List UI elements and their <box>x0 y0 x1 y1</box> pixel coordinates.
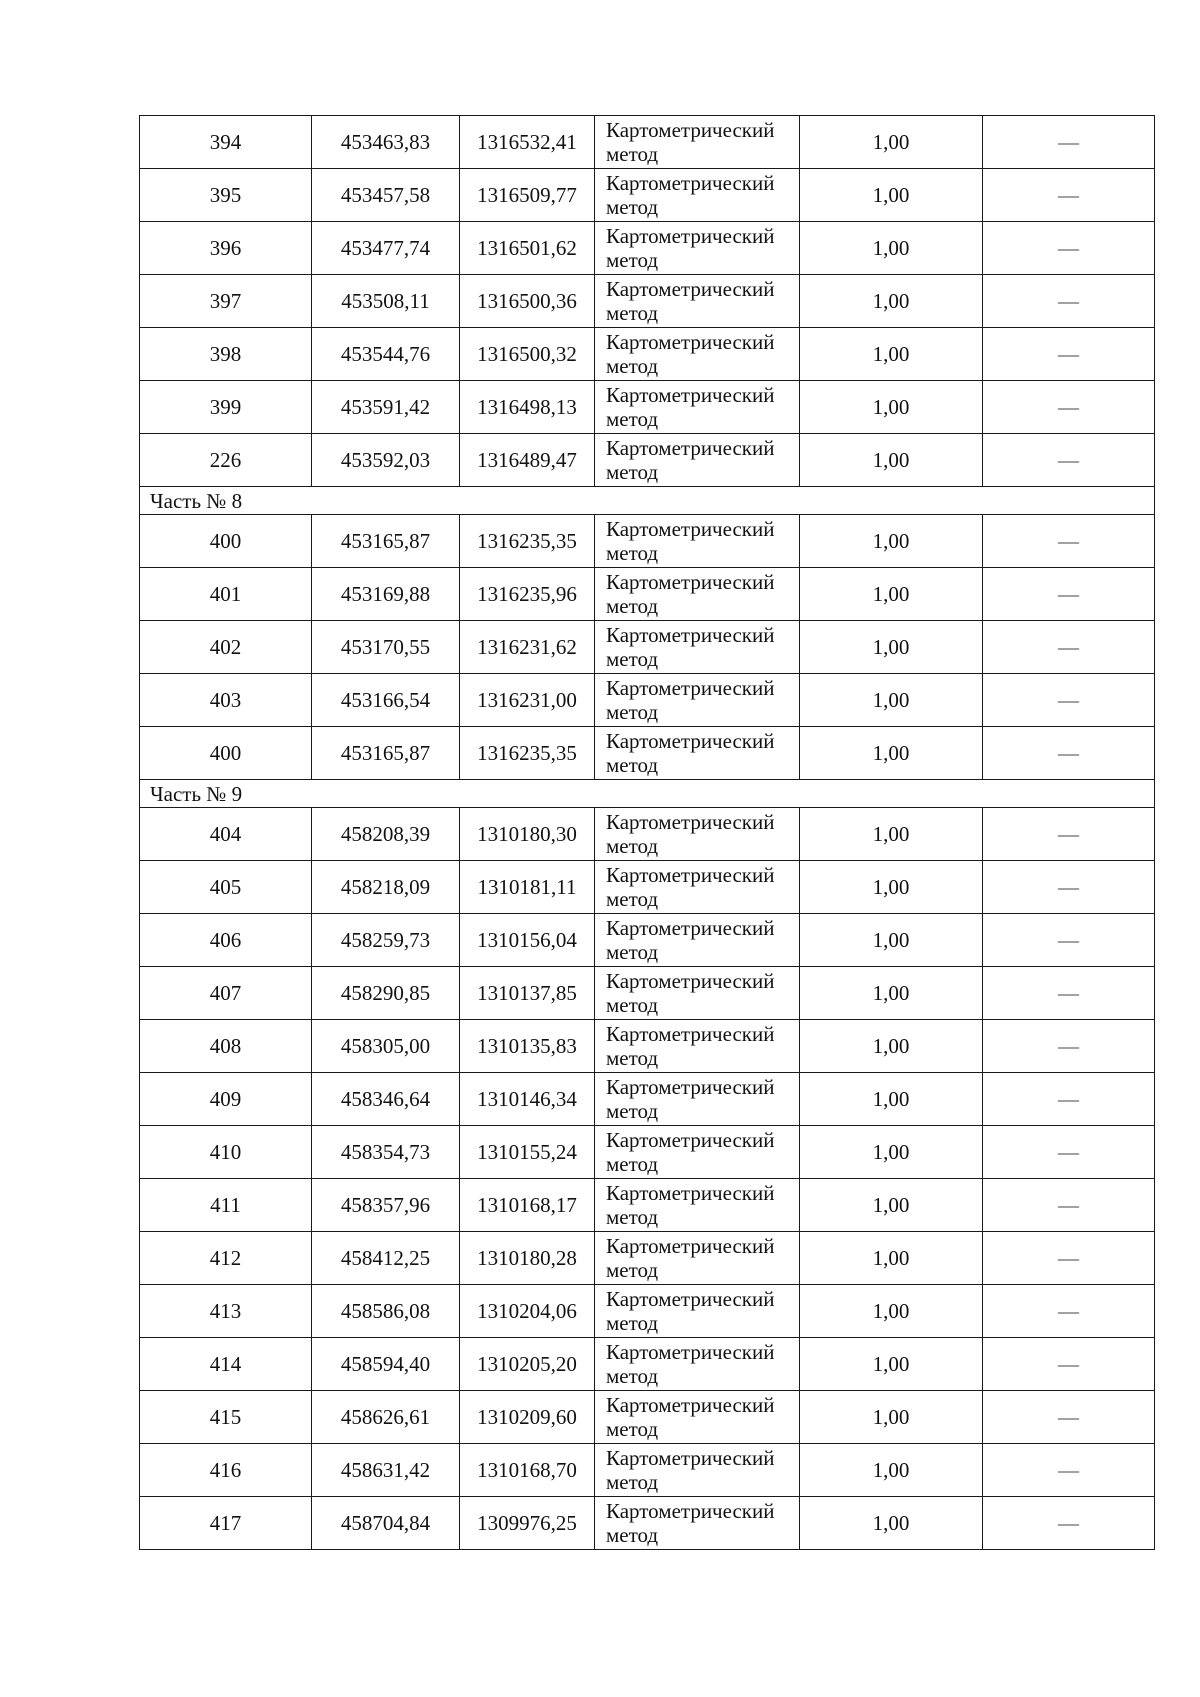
method-line-1: Картометрический <box>606 1181 775 1205</box>
note-cell: — <box>983 1073 1155 1126</box>
note-cell: — <box>983 914 1155 967</box>
note-cell: — <box>983 515 1155 568</box>
method-line-2: метод <box>606 1311 659 1335</box>
y-coordinate-cell: 1316532,41 <box>460 116 595 169</box>
method-cell <box>595 169 800 222</box>
method-line-1: Картометрический <box>606 916 775 940</box>
table-row <box>140 1285 1155 1338</box>
x-coordinate-cell: 458354,73 <box>312 1126 460 1179</box>
method-cell <box>595 1285 800 1338</box>
method-line-1: Картометрический <box>606 383 775 407</box>
method-line-2: метод <box>606 1470 659 1494</box>
method-line-2: метод <box>606 1046 659 1070</box>
note-cell: — <box>983 381 1155 434</box>
table-row <box>140 116 1155 169</box>
note-cell: — <box>983 1020 1155 1073</box>
note-cell: — <box>983 1126 1155 1179</box>
x-coordinate-cell: 453463,83 <box>312 116 460 169</box>
method-line-2: метод <box>606 354 659 378</box>
method-line-1: Картометрический <box>606 676 775 700</box>
table-row <box>140 861 1155 914</box>
method-line-1: Картометрический <box>606 118 775 142</box>
method-line-2: метод <box>606 1099 659 1123</box>
point-number-cell: 226 <box>140 434 312 487</box>
note-cell: — <box>983 222 1155 275</box>
section-header-row <box>140 487 1155 515</box>
note-cell: — <box>983 1285 1155 1338</box>
y-coordinate-cell: 1310180,28 <box>460 1232 595 1285</box>
method-line-2: метод <box>606 195 659 219</box>
note-cell: — <box>983 1232 1155 1285</box>
note-cell: — <box>983 1444 1155 1497</box>
y-coordinate-cell: 1310181,11 <box>460 861 595 914</box>
table-row <box>140 381 1155 434</box>
point-number-cell: 397 <box>140 275 312 328</box>
y-coordinate-cell: 1310205,20 <box>460 1338 595 1391</box>
point-number-cell: 404 <box>140 808 312 861</box>
accuracy-cell: 1,00 <box>800 727 983 780</box>
note-cell: — <box>983 727 1155 780</box>
method-cell <box>595 967 800 1020</box>
table-row <box>140 328 1155 381</box>
table-row <box>140 1073 1155 1126</box>
table-row <box>140 1338 1155 1391</box>
method-cell <box>595 568 800 621</box>
accuracy-cell: 1,00 <box>800 434 983 487</box>
accuracy-cell: 1,00 <box>800 1020 983 1073</box>
y-coordinate-cell: 1310209,60 <box>460 1391 595 1444</box>
method-cell <box>595 275 800 328</box>
method-line-2: метод <box>606 1205 659 1229</box>
method-line-2: метод <box>606 407 659 431</box>
method-line-1: Картометрический <box>606 729 775 753</box>
point-number-cell: 406 <box>140 914 312 967</box>
table-row <box>140 1232 1155 1285</box>
method-line-2: метод <box>606 301 659 325</box>
x-coordinate-cell: 458631,42 <box>312 1444 460 1497</box>
x-coordinate-cell: 458259,73 <box>312 914 460 967</box>
y-coordinate-cell: 1316500,36 <box>460 275 595 328</box>
table-row <box>140 222 1155 275</box>
x-coordinate-cell: 458218,09 <box>312 861 460 914</box>
y-coordinate-cell: 1310168,70 <box>460 1444 595 1497</box>
x-coordinate-cell: 453508,11 <box>312 275 460 328</box>
note-cell: — <box>983 967 1155 1020</box>
section-header-row <box>140 780 1155 808</box>
x-coordinate-cell: 453591,42 <box>312 381 460 434</box>
method-line-2: метод <box>606 834 659 858</box>
method-cell <box>595 222 800 275</box>
method-line-2: метод <box>606 142 659 166</box>
table-row <box>140 169 1155 222</box>
table-row <box>140 674 1155 727</box>
table-row <box>140 914 1155 967</box>
y-coordinate-cell: 1316231,00 <box>460 674 595 727</box>
method-line-1: Картометрический <box>606 1340 775 1364</box>
method-line-2: метод <box>606 460 659 484</box>
note-cell: — <box>983 328 1155 381</box>
method-line-1: Картометрический <box>606 1234 775 1258</box>
accuracy-cell: 1,00 <box>800 169 983 222</box>
x-coordinate-cell: 458412,25 <box>312 1232 460 1285</box>
x-coordinate-cell: 453457,58 <box>312 169 460 222</box>
table-row <box>140 434 1155 487</box>
accuracy-cell: 1,00 <box>800 1073 983 1126</box>
y-coordinate-cell: 1310137,85 <box>460 967 595 1020</box>
accuracy-cell: 1,00 <box>800 1126 983 1179</box>
note-cell: — <box>983 1179 1155 1232</box>
table-row <box>140 275 1155 328</box>
method-line-1: Картометрический <box>606 1022 775 1046</box>
x-coordinate-cell: 458346,64 <box>312 1073 460 1126</box>
method-cell <box>595 328 800 381</box>
y-coordinate-cell: 1310180,30 <box>460 808 595 861</box>
method-line-1: Картометрический <box>606 1446 775 1470</box>
accuracy-cell: 1,00 <box>800 116 983 169</box>
method-line-2: метод <box>606 594 659 618</box>
method-cell <box>595 116 800 169</box>
table-row <box>140 967 1155 1020</box>
method-line-2: метод <box>606 993 659 1017</box>
point-number-cell: 402 <box>140 621 312 674</box>
table-row <box>140 808 1155 861</box>
point-number-cell: 414 <box>140 1338 312 1391</box>
section-title: Часть № 8 <box>140 487 1155 515</box>
section-title: Часть № 9 <box>140 780 1155 808</box>
method-line-2: метод <box>606 1364 659 1388</box>
method-line-2: метод <box>606 940 659 964</box>
point-number-cell: 401 <box>140 568 312 621</box>
table-row <box>140 727 1155 780</box>
y-coordinate-cell: 1316231,62 <box>460 621 595 674</box>
method-cell <box>595 808 800 861</box>
method-line-1: Картометрический <box>606 1499 775 1523</box>
note-cell: — <box>983 674 1155 727</box>
method-cell <box>595 1232 800 1285</box>
x-coordinate-cell: 458626,61 <box>312 1391 460 1444</box>
point-number-cell: 407 <box>140 967 312 1020</box>
x-coordinate-cell: 453170,55 <box>312 621 460 674</box>
note-cell: — <box>983 275 1155 328</box>
method-line-2: метод <box>606 647 659 671</box>
note-cell: — <box>983 1391 1155 1444</box>
table-row <box>140 568 1155 621</box>
method-line-1: Картометрический <box>606 277 775 301</box>
method-line-1: Картометрический <box>606 1075 775 1099</box>
note-cell: — <box>983 568 1155 621</box>
method-cell <box>595 381 800 434</box>
accuracy-cell: 1,00 <box>800 275 983 328</box>
x-coordinate-cell: 458290,85 <box>312 967 460 1020</box>
x-coordinate-cell: 458357,96 <box>312 1179 460 1232</box>
accuracy-cell: 1,00 <box>800 914 983 967</box>
accuracy-cell: 1,00 <box>800 861 983 914</box>
accuracy-cell: 1,00 <box>800 568 983 621</box>
table-row <box>140 1126 1155 1179</box>
coordinates-table <box>139 115 1155 1550</box>
method-cell <box>595 515 800 568</box>
method-cell <box>595 434 800 487</box>
x-coordinate-cell: 458594,40 <box>312 1338 460 1391</box>
point-number-cell: 410 <box>140 1126 312 1179</box>
method-cell <box>595 1126 800 1179</box>
note-cell: — <box>983 434 1155 487</box>
table-row <box>140 1444 1155 1497</box>
x-coordinate-cell: 458704,84 <box>312 1497 460 1550</box>
method-cell <box>595 1073 800 1126</box>
method-cell <box>595 727 800 780</box>
x-coordinate-cell: 458586,08 <box>312 1285 460 1338</box>
method-cell <box>595 1497 800 1550</box>
point-number-cell: 405 <box>140 861 312 914</box>
method-line-1: Картометрический <box>606 517 775 541</box>
x-coordinate-cell: 453165,87 <box>312 515 460 568</box>
note-cell: — <box>983 1338 1155 1391</box>
note-cell: — <box>983 116 1155 169</box>
method-cell <box>595 1338 800 1391</box>
x-coordinate-cell: 453169,88 <box>312 568 460 621</box>
method-cell <box>595 1444 800 1497</box>
point-number-cell: 416 <box>140 1444 312 1497</box>
y-coordinate-cell: 1310168,17 <box>460 1179 595 1232</box>
note-cell: — <box>983 621 1155 674</box>
method-line-2: метод <box>606 753 659 777</box>
method-cell <box>595 914 800 967</box>
x-coordinate-cell: 453477,74 <box>312 222 460 275</box>
method-cell <box>595 1391 800 1444</box>
y-coordinate-cell: 1310135,83 <box>460 1020 595 1073</box>
point-number-cell: 415 <box>140 1391 312 1444</box>
accuracy-cell: 1,00 <box>800 328 983 381</box>
accuracy-cell: 1,00 <box>800 1444 983 1497</box>
accuracy-cell: 1,00 <box>800 222 983 275</box>
point-number-cell: 413 <box>140 1285 312 1338</box>
y-coordinate-cell: 1310146,34 <box>460 1073 595 1126</box>
y-coordinate-cell: 1316501,62 <box>460 222 595 275</box>
x-coordinate-cell: 453166,54 <box>312 674 460 727</box>
method-line-1: Картометрический <box>606 969 775 993</box>
table-row <box>140 1179 1155 1232</box>
table-row <box>140 1497 1155 1550</box>
point-number-cell: 398 <box>140 328 312 381</box>
point-number-cell: 399 <box>140 381 312 434</box>
table-body <box>140 116 1155 1550</box>
point-number-cell: 417 <box>140 1497 312 1550</box>
method-cell <box>595 621 800 674</box>
method-line-2: метод <box>606 1152 659 1176</box>
accuracy-cell: 1,00 <box>800 381 983 434</box>
x-coordinate-cell: 453592,03 <box>312 434 460 487</box>
accuracy-cell: 1,00 <box>800 621 983 674</box>
method-line-1: Картометрический <box>606 1393 775 1417</box>
table-row <box>140 621 1155 674</box>
point-number-cell: 408 <box>140 1020 312 1073</box>
point-number-cell: 394 <box>140 116 312 169</box>
y-coordinate-cell: 1316235,96 <box>460 568 595 621</box>
note-cell: — <box>983 1497 1155 1550</box>
point-number-cell: 400 <box>140 727 312 780</box>
method-line-2: метод <box>606 700 659 724</box>
method-line-1: Картометрический <box>606 1287 775 1311</box>
note-cell: — <box>983 169 1155 222</box>
method-cell <box>595 1179 800 1232</box>
accuracy-cell: 1,00 <box>800 1232 983 1285</box>
x-coordinate-cell: 453544,76 <box>312 328 460 381</box>
method-line-1: Картометрический <box>606 224 775 248</box>
point-number-cell: 396 <box>140 222 312 275</box>
y-coordinate-cell: 1316235,35 <box>460 727 595 780</box>
method-cell <box>595 861 800 914</box>
method-line-1: Картометрический <box>606 623 775 647</box>
accuracy-cell: 1,00 <box>800 1285 983 1338</box>
point-number-cell: 411 <box>140 1179 312 1232</box>
accuracy-cell: 1,00 <box>800 1338 983 1391</box>
method-line-2: метод <box>606 1258 659 1282</box>
method-line-1: Картометрический <box>606 570 775 594</box>
accuracy-cell: 1,00 <box>800 515 983 568</box>
note-cell: — <box>983 808 1155 861</box>
y-coordinate-cell: 1316235,35 <box>460 515 595 568</box>
y-coordinate-cell: 1316489,47 <box>460 434 595 487</box>
method-line-2: метод <box>606 541 659 565</box>
y-coordinate-cell: 1316509,77 <box>460 169 595 222</box>
method-line-1: Картометрический <box>606 1128 775 1152</box>
x-coordinate-cell: 458305,00 <box>312 1020 460 1073</box>
method-line-1: Картометрический <box>606 171 775 195</box>
note-cell: — <box>983 861 1155 914</box>
method-cell <box>595 674 800 727</box>
method-line-2: метод <box>606 248 659 272</box>
method-line-1: Картометрический <box>606 436 775 460</box>
method-line-1: Картометрический <box>606 810 775 834</box>
table-row <box>140 515 1155 568</box>
accuracy-cell: 1,00 <box>800 1391 983 1444</box>
method-line-1: Картометрический <box>606 863 775 887</box>
method-line-2: метод <box>606 887 659 911</box>
point-number-cell: 409 <box>140 1073 312 1126</box>
y-coordinate-cell: 1309976,25 <box>460 1497 595 1550</box>
point-number-cell: 412 <box>140 1232 312 1285</box>
table-row <box>140 1020 1155 1073</box>
y-coordinate-cell: 1310204,06 <box>460 1285 595 1338</box>
point-number-cell: 403 <box>140 674 312 727</box>
point-number-cell: 400 <box>140 515 312 568</box>
method-line-1: Картометрический <box>606 330 775 354</box>
y-coordinate-cell: 1310155,24 <box>460 1126 595 1179</box>
x-coordinate-cell: 458208,39 <box>312 808 460 861</box>
method-cell <box>595 1020 800 1073</box>
accuracy-cell: 1,00 <box>800 967 983 1020</box>
table-row <box>140 1391 1155 1444</box>
y-coordinate-cell: 1316498,13 <box>460 381 595 434</box>
method-line-2: метод <box>606 1417 659 1441</box>
x-coordinate-cell: 453165,87 <box>312 727 460 780</box>
accuracy-cell: 1,00 <box>800 1179 983 1232</box>
y-coordinate-cell: 1316500,32 <box>460 328 595 381</box>
accuracy-cell: 1,00 <box>800 808 983 861</box>
accuracy-cell: 1,00 <box>800 1497 983 1550</box>
method-line-2: метод <box>606 1523 659 1547</box>
accuracy-cell: 1,00 <box>800 674 983 727</box>
point-number-cell: 395 <box>140 169 312 222</box>
y-coordinate-cell: 1310156,04 <box>460 914 595 967</box>
